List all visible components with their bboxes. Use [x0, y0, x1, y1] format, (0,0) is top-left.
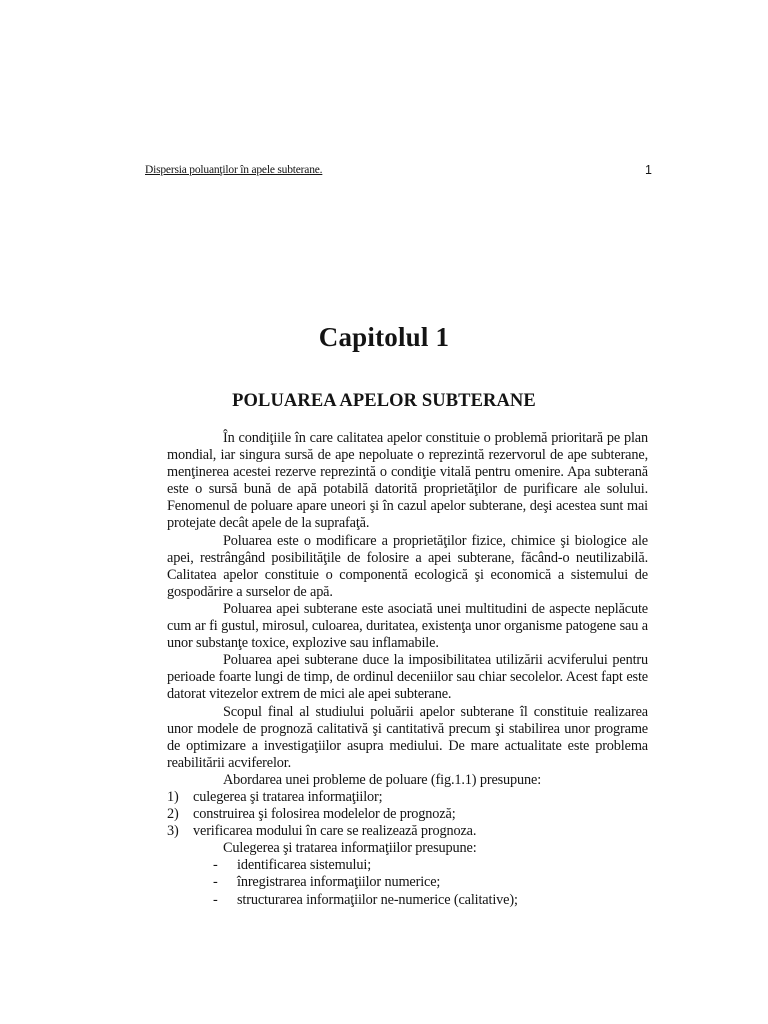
paragraph-5: Scopul final al studiului poluării apelor subterane îl constituie realizarea unor modele de prognoză calitativă şi cantitativă precum şi stabilirea unor programe de optimizare a investigaţiilor asupra mediului. De mare actualitate este problema reabilitării acviferelor. — [167, 703, 648, 771]
paragraph-3: Poluarea apei subterane este asociată unei multitudini de aspecte neplăcute cum ar fi gustul, mirosul, culoarea, duritatea, existenţa unor organisme patogene sau a unor substanţe toxice, explozive sau inflamabile. — [167, 600, 648, 652]
list-marker: 2) — [167, 806, 179, 823]
body-text — [167, 430, 648, 909]
page-number: 1 — [645, 163, 652, 177]
paragraph-2: Poluarea este o modificare a proprietăţilor fizice, chimice şi biologice ale apei, restrângând posibilităţile de folosire a apei subterane, făcând-o neutilizabilă. Calitatea apelor constituie o componentă ecologică şi economică a sistemului de gospodărire a surselor de apă. — [167, 532, 648, 600]
list-item — [167, 823, 648, 840]
list-marker: 3) — [167, 823, 179, 840]
list-item-text: identificarea sistemului; — [237, 857, 372, 874]
collection-intro: Culegerea şi tratarea informaţiilor presupune: — [223, 840, 477, 857]
list-item — [167, 789, 648, 806]
list-item-text: înregistrarea informaţiilor numerice; — [237, 874, 441, 891]
dash-list — [167, 857, 648, 908]
numbered-list — [167, 789, 648, 840]
approach-intro: Abordarea unei probleme de poluare (fig.1.1) presupune: — [223, 771, 542, 788]
list-item — [167, 806, 648, 823]
list-marker: 1) — [167, 788, 179, 805]
list-item — [213, 892, 648, 909]
chapter-title: Capitolul 1 — [318, 322, 450, 352]
paragraph-4: Poluarea apei subterane duce la imposibilitatea utilizării acviferului pentru perioade foarte lungi de timp, de ordinul deceniilor sau chiar secolelor. Acest fapt este datorat vitezelor extrem de mici ale apei subterane. — [167, 652, 648, 703]
list-item — [213, 874, 648, 891]
list-marker: - — [213, 891, 218, 908]
list-item-text: structurarea informaţiilor ne-numerice (calitative); — [237, 891, 518, 908]
running-header — [145, 164, 652, 180]
running-title: Dispersia poluanţilor în apele subterane. — [145, 164, 323, 176]
list-item-text: construirea şi folosirea modelelor de prognoză; — [193, 806, 456, 823]
section-title: POLUAREA APELOR SUBTERANE — [232, 391, 536, 411]
list-item-text: culegerea şi tratarea informaţiilor; — [193, 788, 383, 805]
list-item-text: verificarea modului în care se realizează prognoza. — [193, 823, 477, 840]
list-marker: - — [213, 857, 218, 874]
list-marker: - — [213, 874, 218, 891]
paragraph-1: În condiţiile în care calitatea apelor constituie o problemă prioritară pe plan mondial, iar singura sursă de ape nepoluate o reprezintă rezervorul de ape subterane, menţinerea acestei rezerve reprezintă o condiţie vitală pentru omenire. Apa subterană este o sursă bună de apă potabilă datorită proprietăţilor de purificare ale solului. Fenomenul de poluare apare uneori şi în cazul apelor subterane, deşi acestea sunt mai protejate decât apele de la suprafaţă. — [167, 430, 648, 532]
list-item — [213, 857, 648, 874]
